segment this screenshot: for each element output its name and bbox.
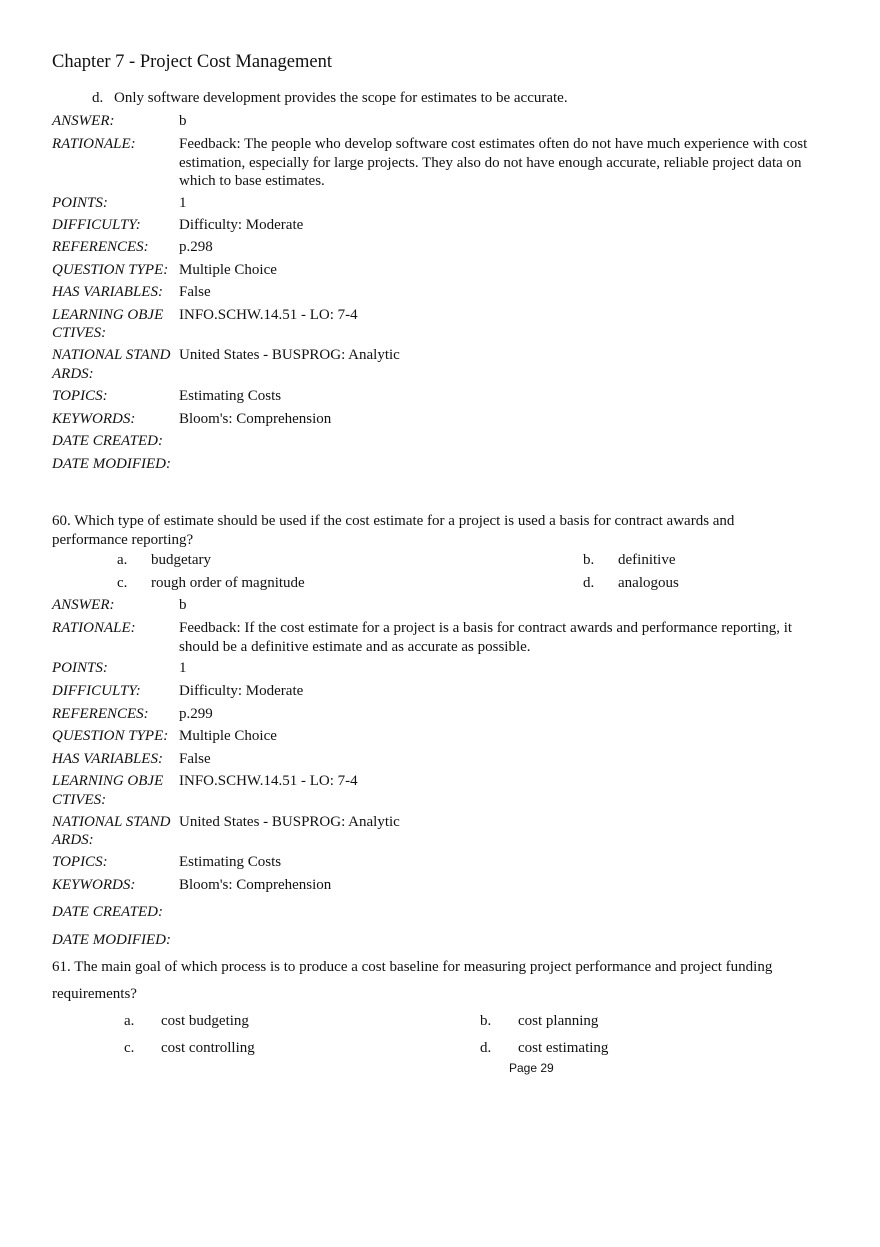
national-standards-value: United States - BUSPROG: Analytic: [179, 347, 400, 363]
has-variables-value: False: [179, 284, 211, 300]
national-standards-value: United States - BUSPROG: Analytic: [179, 814, 400, 830]
q61-option-c-text: cost controlling: [161, 1040, 255, 1056]
has-variables-value: False: [179, 751, 211, 767]
topics-value: Estimating Costs: [179, 388, 282, 404]
q60-option-c-text: rough order of magnitude: [151, 575, 305, 591]
difficulty-value: Difficulty: Moderate: [179, 217, 304, 233]
rationale-value: Feedback: The people who develop software cost estimates often do not have much experience with cost estimation, especially for large projects. They also do not have enough accurate, reliable project data on which to base estimates.: [179, 136, 808, 189]
q61-option-a-text: cost budgeting: [161, 1013, 249, 1029]
date-modified-label: DATE MODIFIED:: [52, 932, 171, 948]
has-variables-label: HAS VARIABLES:: [52, 751, 163, 767]
national-standards-label: NATIONAL STAND: [52, 814, 171, 830]
learning-objectives-label: LEARNING OBJE: [52, 307, 164, 323]
q60-option-b-letter: b.: [583, 552, 595, 568]
page-number: Page 29: [509, 1061, 554, 1075]
references-label: REFERENCES:: [52, 239, 149, 255]
question-type-label: QUESTION TYPE:: [52, 728, 169, 744]
q60-option-a-text: budgetary: [151, 552, 211, 568]
question-type-label: QUESTION TYPE:: [52, 262, 169, 278]
rationale-value: Feedback: If the cost estimate for a project is a basis for contract awards and performance reporting, it should be a definitive estimate and as accurate as possible.: [179, 620, 793, 655]
q60-option-d-text: analogous: [618, 575, 679, 591]
answer-value: b: [179, 113, 187, 129]
keywords-label: KEYWORDS:: [52, 411, 136, 427]
q61-option-d-letter: d.: [480, 1040, 492, 1056]
date-created-label: DATE CREATED:: [52, 904, 163, 920]
points-value: 1: [179, 660, 187, 676]
question-60-text: 60. Which type of estimate should be used if the cost estimate for a project is used a basis for contract awards and performance reporting?: [52, 513, 735, 548]
question-type-value: Multiple Choice: [179, 728, 277, 744]
topics-label: TOPICS:: [52, 854, 108, 870]
references-value: p.298: [179, 239, 213, 255]
keywords-value: Bloom's: Comprehension: [179, 411, 332, 427]
option-letter: d.: [92, 90, 104, 106]
difficulty-label: DIFFICULTY:: [52, 217, 141, 233]
keywords-value: Bloom's: Comprehension: [179, 877, 332, 893]
question-61-text: 61. The main goal of which process is to produce a cost baseline for measuring project performance and project funding: [52, 959, 773, 975]
chapter-title: Chapter 7 - Project Cost Management: [52, 52, 333, 72]
q61-option-c-letter: c.: [124, 1040, 135, 1056]
learning-objectives-label: LEARNING OBJE: [52, 773, 164, 789]
references-value: p.299: [179, 706, 213, 722]
q60-option-d-letter: d.: [583, 575, 595, 591]
q60-option-b-text: definitive: [618, 552, 676, 568]
references-label: REFERENCES:: [52, 706, 149, 722]
rationale-label: RATIONALE:: [52, 136, 136, 152]
learning-objectives-label-cont: CTIVES:: [52, 325, 107, 341]
option-text: Only software development provides the scope for estimates to be accurate.: [114, 90, 568, 106]
topics-label: TOPICS:: [52, 388, 108, 404]
national-standards-label-cont: ARDS:: [52, 366, 94, 382]
keywords-label: KEYWORDS:: [52, 877, 136, 893]
learning-objectives-value: INFO.SCHW.14.51 - LO: 7-4: [179, 307, 358, 323]
has-variables-label: HAS VARIABLES:: [52, 284, 163, 300]
date-modified-label: DATE MODIFIED:: [52, 456, 171, 472]
q60-option-c-letter: c.: [117, 575, 128, 591]
rationale-label: RATIONALE:: [52, 620, 136, 636]
question-type-value: Multiple Choice: [179, 262, 277, 278]
learning-objectives-value: INFO.SCHW.14.51 - LO: 7-4: [179, 773, 358, 789]
learning-objectives-label-cont: CTIVES:: [52, 792, 107, 808]
question-61-text-cont: requirements?: [52, 986, 137, 1002]
q61-option-b-letter: b.: [480, 1013, 492, 1029]
national-standards-label: NATIONAL STAND: [52, 347, 171, 363]
difficulty-label: DIFFICULTY:: [52, 683, 141, 699]
answer-value: b: [179, 597, 187, 613]
national-standards-label-cont: ARDS:: [52, 832, 94, 848]
points-label: POINTS:: [52, 660, 108, 676]
q61-option-d-text: cost estimating: [518, 1040, 609, 1056]
q60-option-a-letter: a.: [117, 552, 128, 568]
date-created-label: DATE CREATED:: [52, 433, 163, 449]
topics-value: Estimating Costs: [179, 854, 282, 870]
points-value: 1: [179, 195, 187, 211]
answer-label: ANSWER:: [52, 597, 115, 613]
points-label: POINTS:: [52, 195, 108, 211]
difficulty-value: Difficulty: Moderate: [179, 683, 304, 699]
answer-label: ANSWER:: [52, 113, 115, 129]
q61-option-b-text: cost planning: [518, 1013, 599, 1029]
q61-option-a-letter: a.: [124, 1013, 135, 1029]
